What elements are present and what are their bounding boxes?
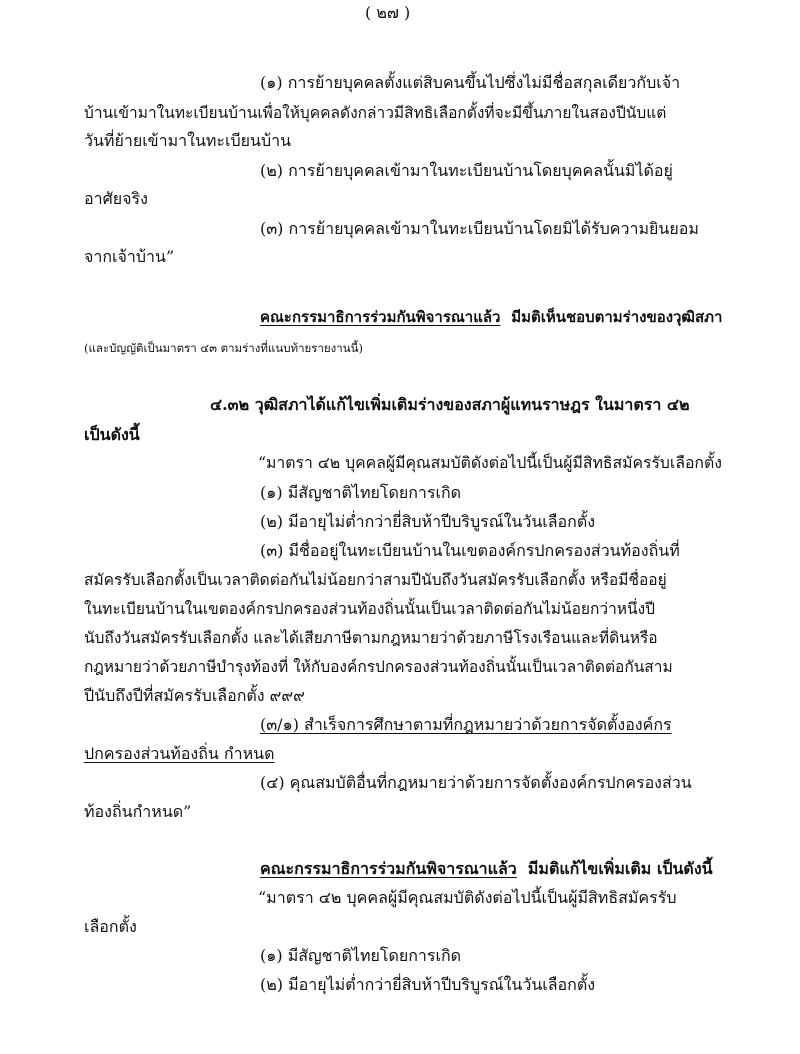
- senate-item-2: (๒) มีอายุไม่ต่ำกว่ายี่สิบห้าปีบริบูรณ์ในวันเลือกตั้ง: [260, 512, 596, 531]
- committee-resolution-2: [260, 858, 713, 880]
- committee-section-42-intro: “มาตรา ๔๒ บุคคลผู้มีคุณสมบัติดังต่อไปนี้เป็นผู้มีสิทธิสมัครรับ: [258, 888, 677, 907]
- senate-item-3-line-5: กฎหมายว่าด้วยภาษีบำรุงท้องที่ ให้กับองค์กรปกครองส่วนท้องถิ่นนั้นเป็นเวลาติดต่อกันสาม: [84, 658, 673, 676]
- senate-item-3-line-1: (๓) มีชื่ออยู่ในทะเบียนบ้านในเขตองค์กรปกครองส่วนท้องถิ่นที่: [260, 541, 680, 560]
- senate-item-3-line-2: สมัครรับเลือกตั้งเป็นเวลาติดต่อกันไม่น้อยกว่าสามปีนับถึงวันสมัครรับเลือกตั้ง หรือมีชื่ออยู่: [84, 571, 667, 589]
- senate-section-42-intro: “มาตรา ๔๒ บุคคลผู้มีคุณสมบัติดังต่อไปนี้เป็นผู้มีสิทธิสมัครรับเลือกตั้ง: [258, 453, 722, 472]
- resolution-text-2: มีมติแก้ไขเพิ่มเติม เป็นดังนี้: [527, 859, 713, 878]
- clause-1-line-3: วันที่ย้ายเข้ามาในทะเบียนบ้าน: [84, 131, 292, 150]
- committee-section-42-intro-cont: เลือกตั้ง: [84, 917, 137, 936]
- senate-item-3-1-line-2: ปกครองส่วนท้องถิ่น กำหนด: [84, 744, 275, 763]
- senate-item-3-1-line-1: (๓/๑) สำเร็จการศึกษาตามที่กฎหมายว่าด้วยการจัดตั้งองค์กร: [260, 715, 672, 734]
- section-4-32-heading: ๔.๓๒ วุฒิสภาได้แก้ไขเพิ่มเติมร่างของสภาผู้แทนราษฎร ในมาตรา ๔๒: [210, 395, 690, 414]
- clause-1-line-1: (๑) การย้ายบุคคลตั้งแต่สิบคนขึ้นไปซึ่งไม่มีชื่อสกุลเดียวกับเจ้า: [260, 73, 681, 92]
- senate-item-3-line-6: ปีนับถึงปีที่สมัครรับเลือกตั้ง ๙๙๙: [84, 686, 305, 705]
- page-number: ( ๒๗ ): [365, 3, 411, 22]
- senate-item-4-line-2: ท้องถิ่นกำหนด”: [84, 802, 192, 821]
- senate-item-4-line-1: (๔) คุณสมบัติอื่นที่กฎหมายว่าด้วยการจัดตั้งองค์กรปกครองส่วน: [260, 773, 692, 792]
- clause-3-line-1: (๓) การย้ายบุคคลเข้ามาในทะเบียนบ้านโดยมิได้รับความยินยอม: [260, 219, 699, 238]
- clause-2-line-2: อาศัยจริง: [84, 189, 148, 208]
- committee-item-1: (๑) มีสัญชาติไทยโดยการเกิด: [260, 946, 462, 965]
- clause-2-line-1: (๒) การย้ายบุคคลเข้ามาในทะเบียนบ้านโดยบุคคลนั้นมิได้อยู่: [260, 161, 673, 180]
- committee-label-2: คณะกรรมาธิการร่วมกันพิจารณาแล้ว: [260, 859, 517, 878]
- senate-item-3-line-3: ในทะเบียนบ้านในเขตองค์กรปกครองส่วนท้องถิ่นนั้นเป็นเวลาติดต่อกันไม่น้อยกว่าหนึ่งปี: [84, 600, 655, 618]
- resolution-text-1: มีมติเห็นชอบตามร่างของวุฒิสภา: [511, 308, 723, 326]
- enactment-note: (และบัญญัติเป็นมาตรา ๔๓ ตามร่างที่แนบท้ายรายงานนี้): [84, 341, 363, 355]
- clause-1-line-2: บ้านเข้ามาในทะเบียนบ้านเพื่อให้บุคคลดังกล่าวมีสิทธิเลือกตั้งที่จะมีขึ้นภายในสองปีนับแต่: [84, 104, 667, 122]
- clause-3-line-2: จากเจ้าบ้าน”: [84, 247, 175, 266]
- committee-resolution-1: [260, 306, 722, 328]
- senate-item-1: (๑) มีสัญชาติไทยโดยการเกิด: [260, 483, 462, 502]
- senate-item-3-line-4: นับถึงวันสมัครรับเลือกตั้ง และได้เสียภาษีตามกฎหมายว่าด้วยภาษีโรงเรือนและที่ดินหรือ: [84, 629, 658, 647]
- committee-item-2: (๒) มีอายุไม่ต่ำกว่ายี่สิบห้าปีบริบูรณ์ในวันเลือกตั้ง: [260, 975, 596, 994]
- section-4-32-heading-cont: เป็นดังนี้: [84, 425, 140, 444]
- committee-label-1: คณะกรรมาธิการร่วมกันพิจารณาแล้ว: [260, 308, 501, 326]
